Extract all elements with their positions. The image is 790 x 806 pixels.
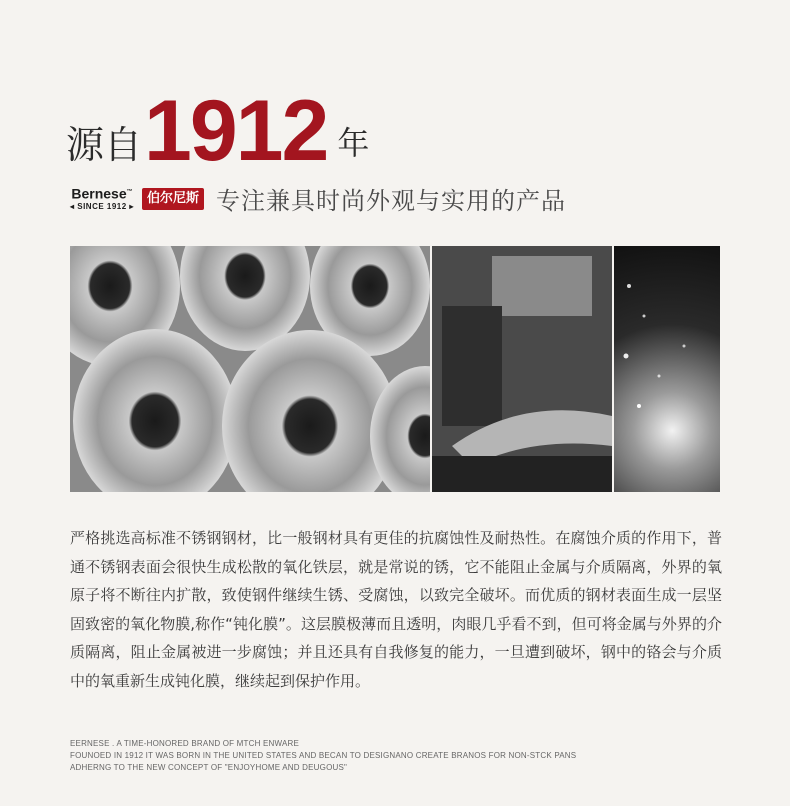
brand-chinese-logo: 伯尔尼斯 — [142, 188, 204, 210]
english-line: ADHERNG TO THE NEW CONCEPT OF "ENJOYHOME AND DEUGOUS" — [70, 763, 348, 772]
brand-name: Bernese — [71, 185, 127, 202]
english-brand-note — [70, 738, 576, 774]
headline — [66, 83, 370, 179]
brand-trademark: ™ — [126, 189, 133, 196]
headline-suffix: 年 — [337, 124, 370, 162]
brand-name-wrap — [71, 185, 132, 202]
description-paragraph: 严格挑选高标准不锈钢钢材，比一般钢材具有更佳的抗腐蚀性及耐热性。在腐蚀介质的作用下，普通不锈钢表面会很快生成松散的氧化铁层，就是常说的锈，它不能阻止金属与介质隔离，外界的氧原子将不断往内扩散，致使钢件继续生锈、受腐蚀，以致完全破坏。而优质的钢材表面生成一层坚固致密的氧化物膜,称作“钝化膜”。这层膜极薄而且透明，肉眼几乎看不到，但可将金属与外界的介质隔离，阻止金属被进一步腐蚀；并且还具有自我修复的能力，一旦遭到破坏，钢中的铬会与介质中的氧重新生成钝化膜，继续起到保护作用。 — [70, 529, 722, 690]
sparks-illustration — [614, 246, 720, 492]
english-line: FOUNOED IN 1912 IT WAS BORN IN THE UNITED STATES AND BECAN TO DESIGNANO CREATE BRANOS FOR NON-STCK PANS — [70, 751, 577, 760]
brand-tagline: 专注兼具时尚外观与实用的产品 — [215, 187, 566, 215]
factory-illustration — [432, 246, 612, 492]
brand-since: ◂ SINCE 1912 ▸ — [70, 201, 134, 211]
welding-sparks-photo — [614, 246, 720, 492]
brand-row — [70, 181, 566, 216]
headline-year: 1912 — [144, 83, 328, 179]
steel-coils-photo — [70, 246, 430, 492]
factory-worker-photo — [432, 246, 612, 492]
headline-prefix: 源自 — [66, 123, 143, 167]
english-line: EERNESE . A TIME-HONORED BRAND OF MTCH ENWARE — [70, 739, 300, 748]
brand-logo — [70, 185, 134, 212]
steel-coils-illustration — [70, 246, 430, 492]
photo-strip — [70, 246, 720, 492]
